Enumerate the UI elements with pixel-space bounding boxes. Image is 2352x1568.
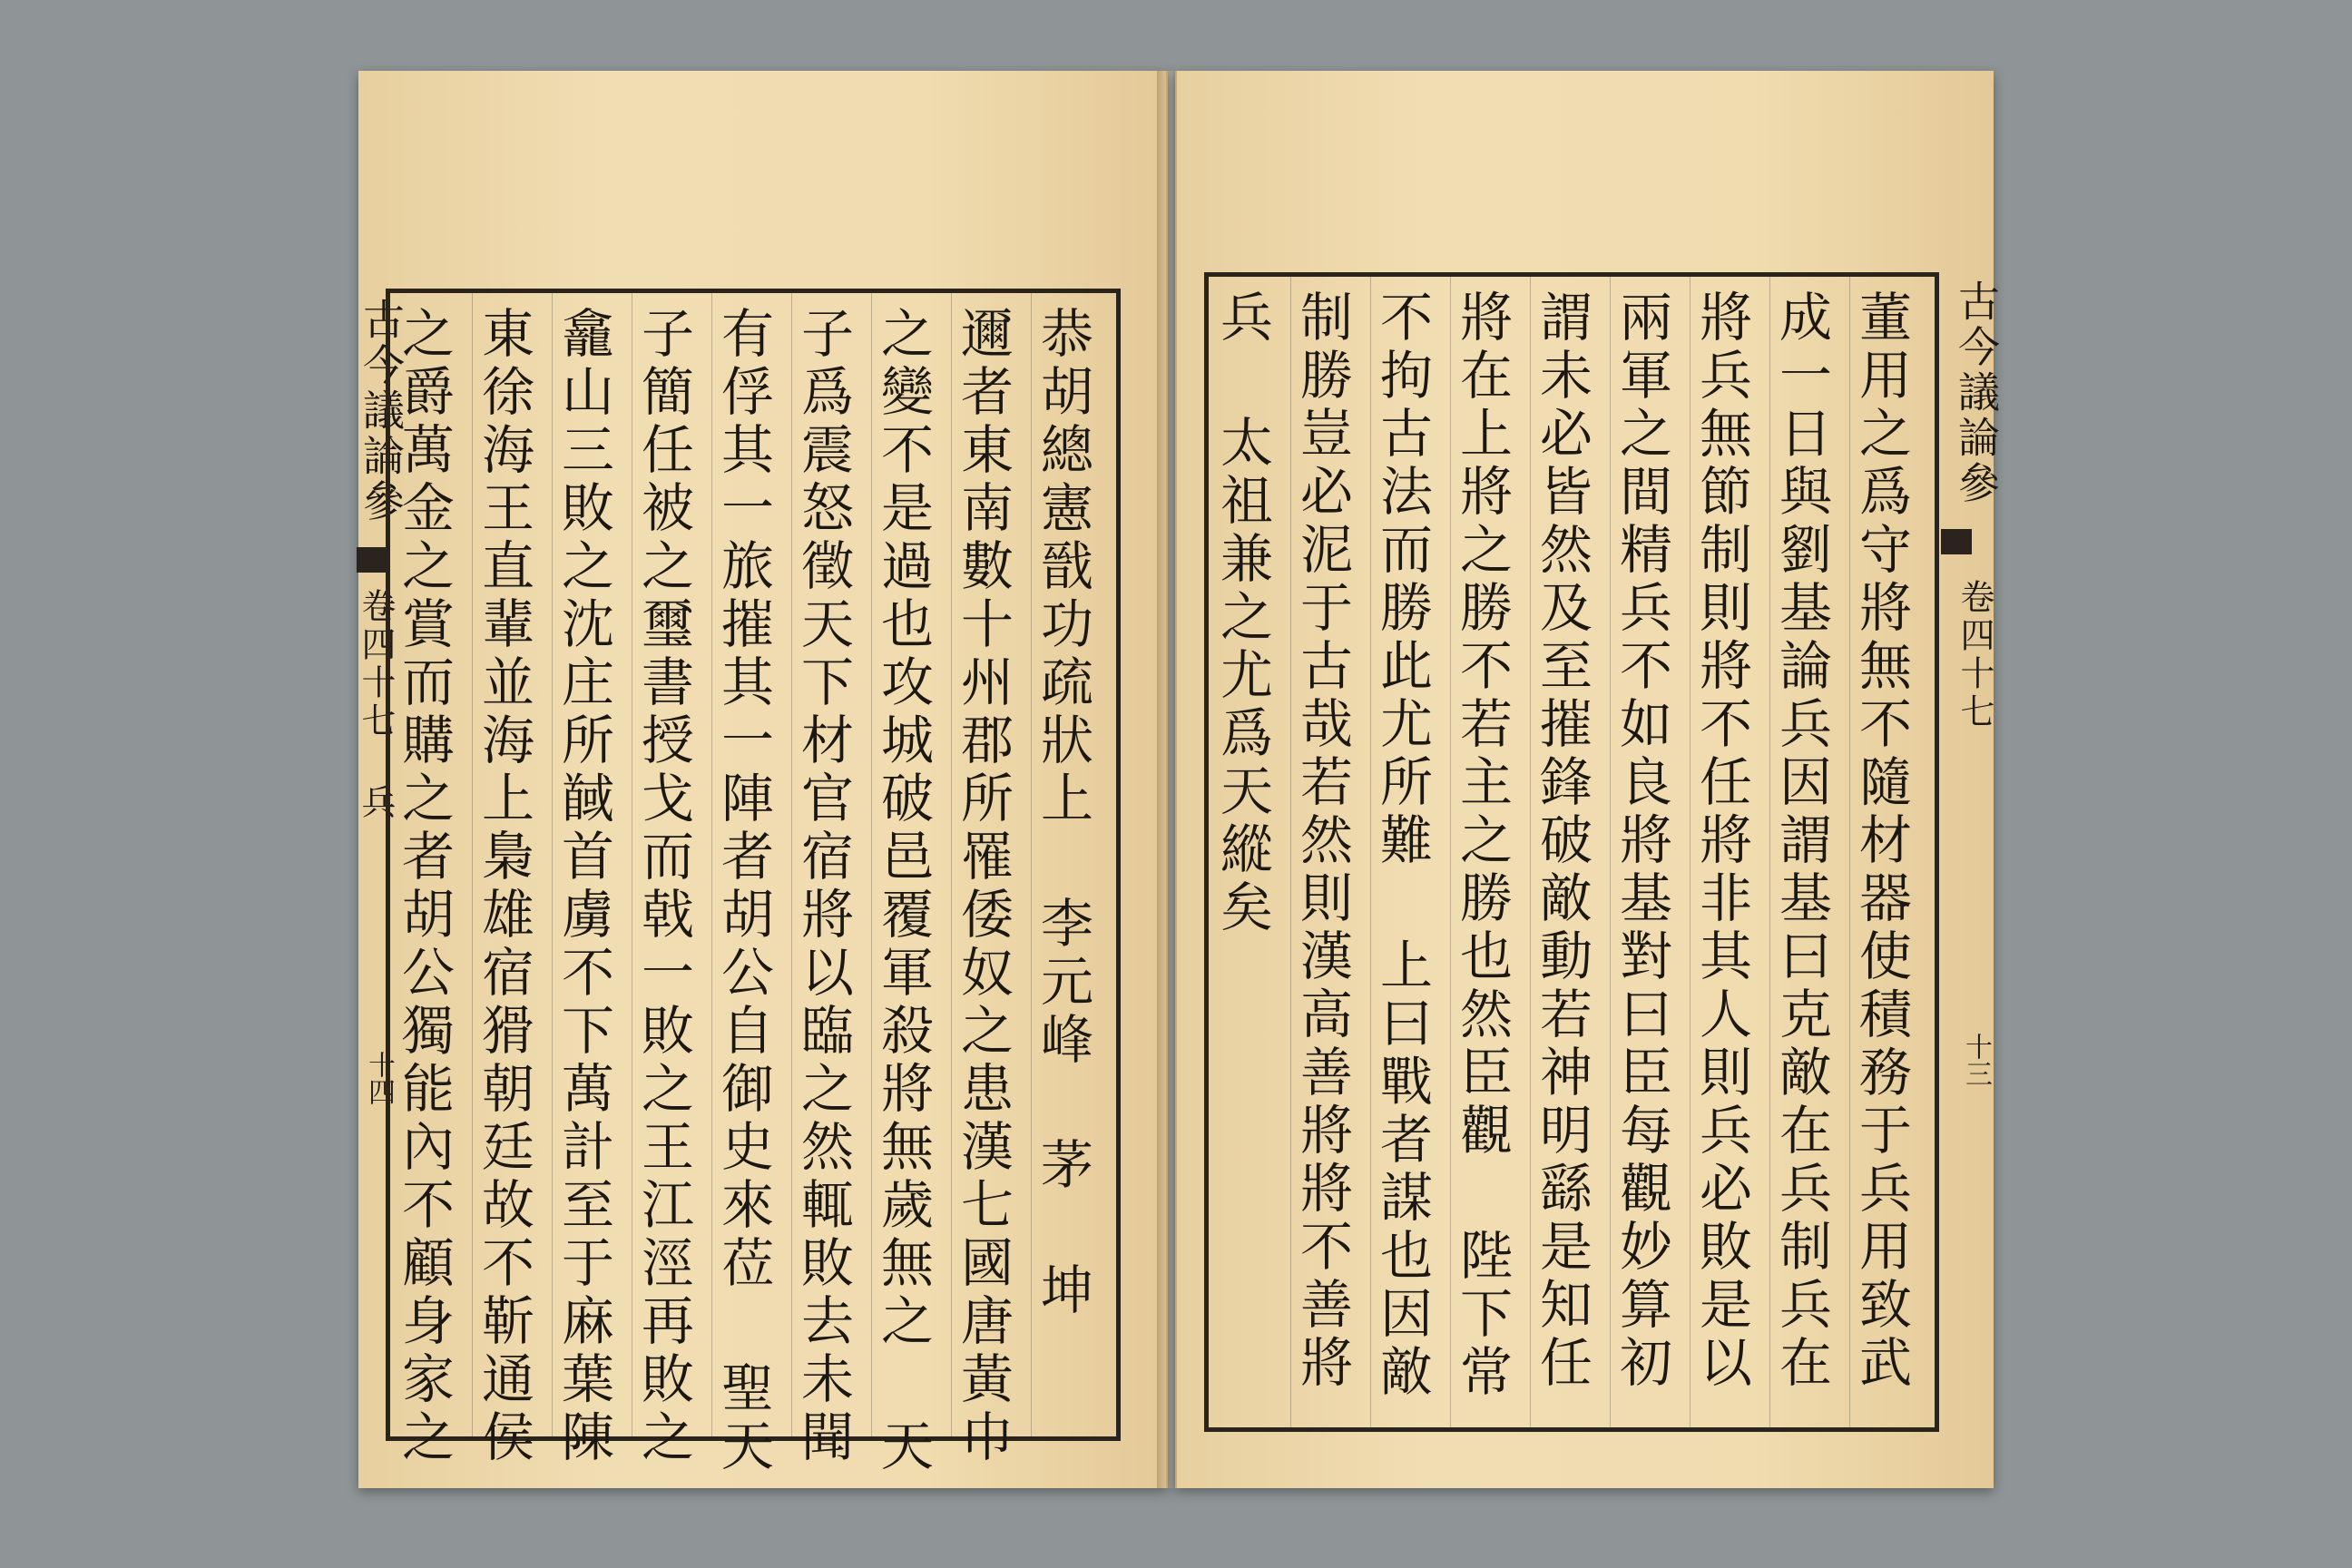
- text-column: 恭胡總憲戩功疏狀上 李元峰 茅 坤: [1032, 306, 1093, 1320]
- right-page: [1175, 71, 2001, 1488]
- fish-tail-mark: [1941, 529, 1972, 554]
- text-column: 之爵萬金之賞而購之者胡公獨能內不顧身家之: [393, 306, 455, 1467]
- text-column: 子簡任被之璽書授戈而戟一敗之王江涇再敗之: [632, 306, 694, 1467]
- left-margin-title: 古今議論參: [357, 298, 406, 524]
- text-column: 謂未必皆然及至摧鋒破敵動若神明繇是知任: [1531, 289, 1592, 1393]
- text-column: 邇者東南數十州郡所罹倭奴之患漢七國唐黃巾: [952, 306, 1014, 1467]
- text-column: 制勝豈必泥于古哉若然則漢高善將將不善將: [1291, 289, 1353, 1393]
- text-column: 成一日與劉基論兵因謂基曰克敵在兵制兵在: [1770, 289, 1832, 1393]
- left-page: [358, 71, 1168, 1488]
- left-margin-volume: 卷四十七 兵: [356, 588, 396, 822]
- text-column: 子爲震怒徵天下材官宿將以臨之然輒敗去未聞: [792, 306, 854, 1467]
- text-column: 之變不是過也攻城破邑覆軍殺將無歲無之 天: [872, 306, 934, 1476]
- text-column: 將兵無節制則將不任將非其人則兵必敗是以: [1690, 289, 1752, 1393]
- right-text-frame: [1204, 272, 1939, 1432]
- text-column: 董用之爲守將無不隨材器使積務于兵用致武: [1850, 289, 1912, 1393]
- text-column: 將在上將之勝不若主之勝也然臣觀 陛下常: [1451, 289, 1513, 1402]
- fish-tail-mark: [357, 547, 387, 573]
- text-column: 龕山三敗之沈庄所馘首虜不下萬計至于麻葉陳: [553, 306, 614, 1467]
- text-column: 東徐海王直輩並海上梟雄宿猾朝廷故不靳通侯: [473, 306, 534, 1467]
- right-margin-page: 十三: [1960, 1033, 1992, 1087]
- text-column: 不拘古法而勝此尤所難 上曰戰者謀也因敵: [1371, 289, 1433, 1402]
- left-text-frame: [386, 289, 1121, 1476]
- right-margin-volume: 卷四十七: [1955, 579, 1994, 731]
- text-column: 兩軍之間精兵不如良將基對曰臣每觀妙算初: [1611, 289, 1672, 1393]
- left-margin-page: 十四: [363, 1051, 395, 1105]
- text-column: 兵 太祖兼之尤爲天縱矣: [1211, 289, 1273, 937]
- text-column: 有俘其一旅摧其一陣者胡公自御史來莅 聖天: [712, 306, 774, 1476]
- open-book: [356, 71, 2001, 1488]
- right-margin-title: 古今議論參: [1952, 279, 2001, 506]
